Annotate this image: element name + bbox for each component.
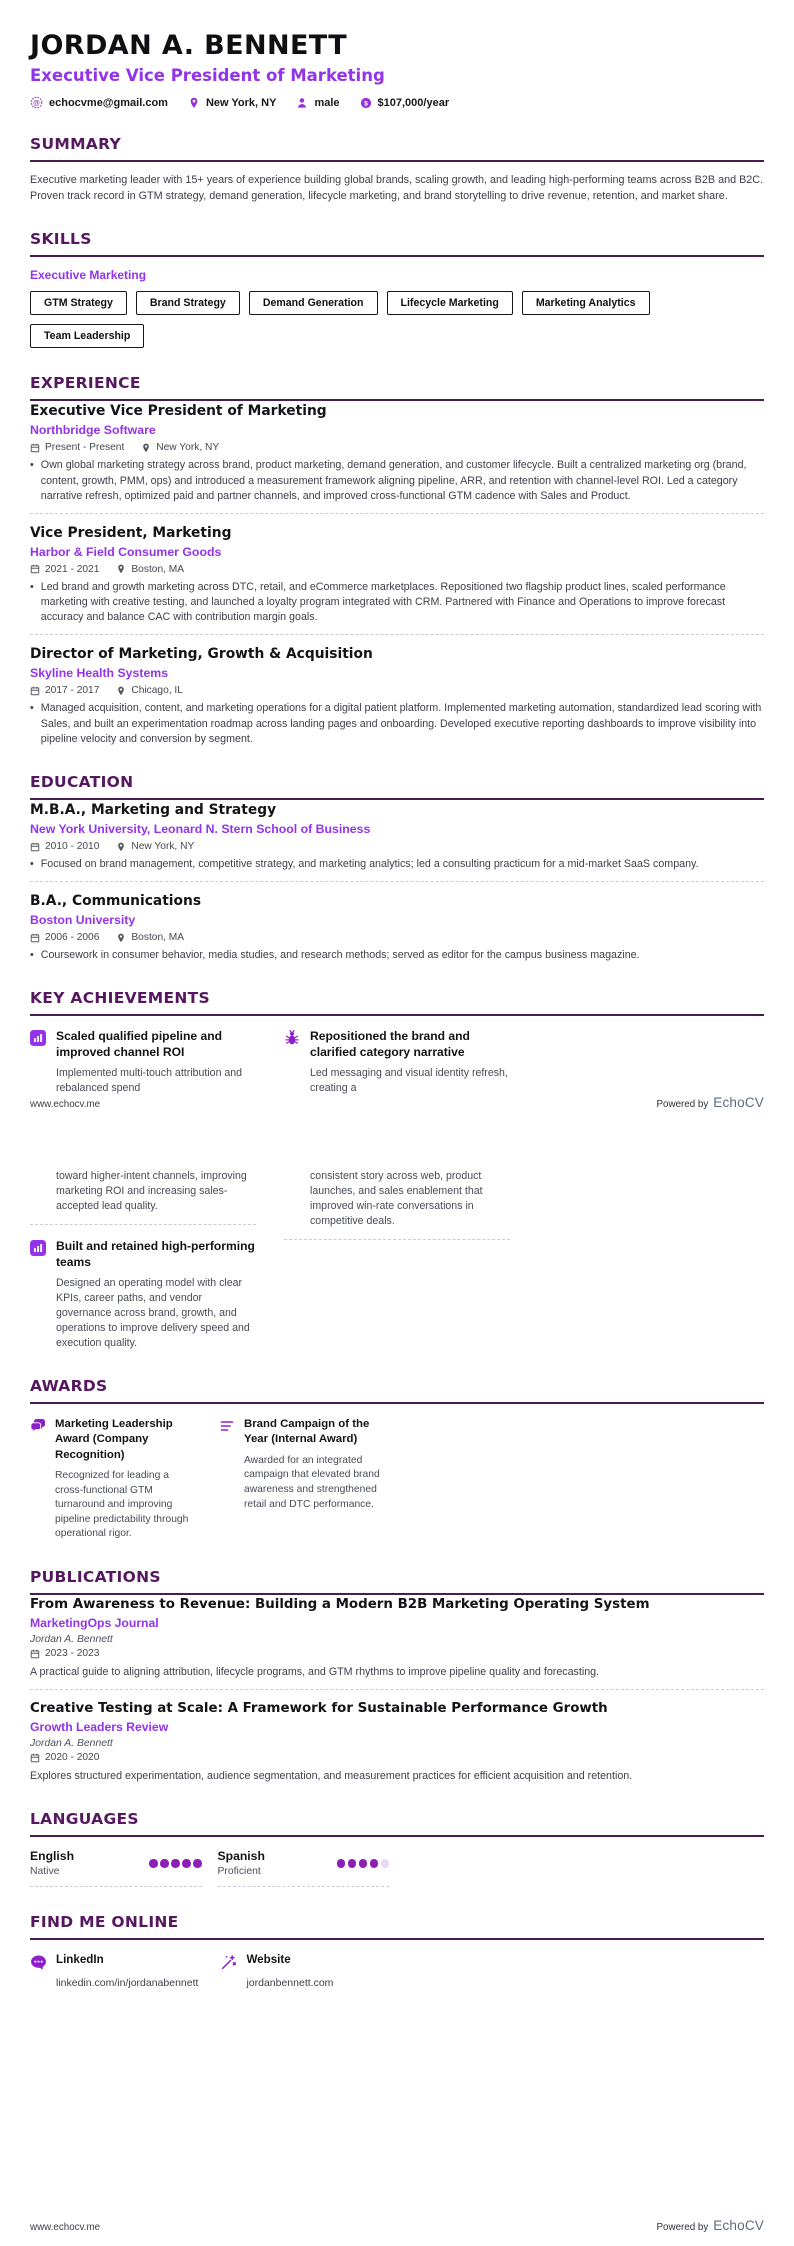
calendar-icon [30, 1753, 40, 1763]
location-pin-icon [116, 933, 126, 943]
company-name: Harbor & Field Consumer Goods [30, 544, 222, 559]
publication-journal: MarketingOps Journal [30, 1616, 159, 1631]
candidate-name: JORDAN A. BENNETT [30, 30, 348, 61]
level-dot-filled [359, 1859, 368, 1868]
education-item [30, 802, 764, 872]
calendar-icon [30, 686, 40, 696]
language-level-label: Proficient [217, 1866, 261, 1878]
contact-salary [360, 97, 450, 109]
page-footer [30, 2218, 764, 2233]
education-location: New York, NY [116, 841, 194, 852]
skill-tag: Lifecycle Marketing [387, 291, 513, 315]
dashed-divider [284, 1239, 510, 1240]
section-languages [30, 1810, 764, 1887]
level-dot-filled [160, 1859, 169, 1868]
publication-journal: Growth Leaders Review [30, 1720, 169, 1735]
level-dot-filled [337, 1859, 346, 1868]
job-bullet: • Managed acquisition, content, and marketing operations for a digital patient platform. Implemented marketing automation, standardized lead scoring with Sales, and built an experimentation roadmap across landing pages and onboarding. Developed executive reporting dashboards to improve visibility into pipeline velocity and conversion by segment. [30, 701, 764, 747]
contact-location [188, 97, 277, 109]
contact-row [30, 96, 764, 109]
svg-text:$: $ [363, 99, 368, 107]
job-meta [30, 564, 764, 575]
education-bullet: • Coursework in consumer behavior, media studies, and research methods; served as editor for the campus business magazine. [30, 948, 764, 963]
experience-item [30, 525, 764, 626]
languages-grid [30, 1849, 764, 1887]
achievement-desc: Implemented multi-touch attribution and rebalanced spend [56, 1067, 243, 1095]
dashed-divider [30, 634, 764, 635]
achievement-desc-continued: consistent story across web, product launches, and sales enablement that improved win-rate conversations in competitive deals. [310, 1170, 483, 1228]
online-url[interactable]: jordanbennett.com [246, 1977, 334, 1990]
level-dot-filled [149, 1859, 158, 1868]
bullet-marker: • [30, 858, 34, 871]
section-heading: LANGUAGES [30, 1810, 764, 1837]
achievement-title: Built and retained high-performing teams [56, 1239, 255, 1270]
publication-meta [30, 1752, 764, 1763]
language-text [218, 1849, 265, 1877]
echocv-brand[interactable]: EchoCV [713, 2218, 764, 2233]
language-item [218, 1849, 390, 1887]
bullet-marker: • [30, 949, 34, 962]
job-title: Director of Marketing, Growth & Acquisition [30, 646, 373, 663]
location-value: New York, NY [205, 96, 277, 109]
powered-by-label: Powered by [656, 1099, 709, 1110]
skill-tag: Demand Generation [249, 291, 378, 315]
education-item [30, 893, 764, 963]
publication-desc: A practical guide to aligning attribution, lifecycle programs, and GTM rhythms to improve pipeline quality and forecasting. [30, 1666, 600, 1679]
job-bullet: • Led brand and growth marketing across DTC, retail, and eCommerce marketplaces. Repositioned two flagship product lines, scaled performance marketing with creative testing, and launched a loyalty program integrated with CRM. Partnered with Finance and Operations to improve forecast accuracy and balance CAC with contribution margin goals. [30, 580, 764, 626]
job-dates: 2021 - 2021 [30, 564, 99, 575]
online-label: LinkedIn [56, 1953, 104, 1967]
achievement-item [284, 1029, 510, 1096]
awards-grid [30, 1417, 764, 1542]
award-item [30, 1417, 197, 1542]
education-location: Boston, MA [116, 932, 184, 943]
skill-group-label: Executive Marketing [30, 268, 147, 283]
section-experience [30, 374, 764, 747]
magic-wand-icon [220, 1954, 237, 1971]
location-pin-icon [116, 842, 126, 852]
section-heading: FIND ME ONLINE [30, 1913, 764, 1940]
section-achievements [30, 989, 764, 1096]
language-name: English [30, 1849, 75, 1864]
degree-title: M.B.A., Marketing and Strategy [30, 802, 277, 819]
section-publications [30, 1568, 764, 1784]
achievement-desc-continued: toward higher-intent channels, improving marketing ROI and increasing sales-accepted lead quality. [56, 1170, 247, 1213]
job-location: Chicago, IL [116, 685, 183, 696]
section-education [30, 773, 764, 963]
bullet-marker: • [30, 580, 34, 593]
achievements-grid-continued [30, 1169, 764, 1351]
page-2 [0, 1123, 794, 2246]
skill-tag: Marketing Analytics [522, 291, 650, 315]
section-find-me-online [30, 1913, 764, 1989]
bar-chart-icon [30, 1240, 46, 1256]
language-text [30, 1849, 74, 1877]
achievement-column [284, 1169, 510, 1254]
achievement-item [30, 1239, 256, 1351]
company-name: Skyline Health Systems [30, 666, 169, 681]
language-level-label: Native [30, 1866, 60, 1878]
degree-title: B.A., Communications [30, 893, 202, 910]
achievement-desc: Designed an operating model with clear KPIs, career paths, and vendor governance across brand, growth, and operations to improve delivery speed and execution quality. [56, 1277, 250, 1350]
skill-tag: Team Leadership [30, 324, 144, 348]
svg-text:@: @ [33, 99, 40, 107]
education-dates: 2006 - 2006 [30, 932, 99, 943]
footer-site-url[interactable]: www.echocv.me [30, 1099, 101, 1110]
dashed-divider [30, 513, 764, 514]
education-meta [30, 841, 764, 852]
school-name: Boston University [30, 913, 136, 928]
job-title: Executive Vice President of Marketing [30, 403, 327, 420]
online-label: Website [246, 1953, 291, 1967]
dollar-icon [360, 97, 372, 109]
job-meta [30, 685, 764, 696]
award-desc: Awarded for an integrated campaign that elevated brand awareness and strengthened retail and DTC performance. [244, 1454, 380, 1510]
list-lines-icon [219, 1418, 235, 1434]
section-heading: KEY ACHIEVEMENTS [30, 989, 764, 1016]
resume-header [30, 30, 764, 109]
page-footer [30, 1095, 764, 1110]
language-name: Spanish [217, 1849, 265, 1864]
calendar-icon [30, 842, 40, 852]
salary-value: $107,000/year [377, 96, 450, 109]
online-url[interactable]: linkedin.com/in/jordanabennett [56, 1977, 199, 1990]
online-item-linkedin [30, 1953, 198, 1989]
language-item [30, 1849, 202, 1887]
email-icon [30, 96, 43, 109]
publication-dates: 2023 - 2023 [30, 1648, 99, 1659]
email-value[interactable]: echocvme@gmail.com [49, 96, 168, 109]
publication-meta [30, 1648, 764, 1659]
section-heading: AWARDS [30, 1377, 764, 1404]
job-location: New York, NY [141, 442, 219, 453]
education-dates: 2010 - 2010 [30, 841, 99, 852]
section-heading: PUBLICATIONS [30, 1568, 764, 1595]
publication-title: From Awareness to Revenue: Building a Modern B2B Marketing Operating System [30, 1597, 650, 1613]
company-name: Northbridge Software [30, 423, 156, 438]
level-dot-filled [193, 1859, 202, 1868]
comment-dots-icon [30, 1954, 47, 1971]
online-item-website [220, 1953, 387, 1989]
publication-item [30, 1701, 764, 1784]
bug-icon [284, 1030, 300, 1046]
level-dot-filled [171, 1859, 180, 1868]
job-title: Vice President, Marketing [30, 524, 232, 541]
achievement-column [30, 1169, 256, 1351]
level-dot-filled [348, 1859, 357, 1868]
location-pin-icon [116, 686, 126, 696]
summary-text: Executive marketing leader with 15+ years of experience building global brands, scaling growth, and leading high-performing teams across B2B and B2C. Proven track record in GTM strategy, demand generation, lifecycle marketing, and brand storytelling to drive revenue, retention, and market share. [30, 174, 764, 202]
level-dot-filled [182, 1859, 191, 1868]
dashed-divider [30, 881, 764, 882]
achievement-title: Repositioned the brand and clarified category narrative [310, 1029, 470, 1060]
achievement-desc: Led messaging and visual identity refresh, creating a [310, 1067, 508, 1095]
achievement-title: Scaled qualified pipeline and improved channel ROI [56, 1029, 222, 1060]
contact-gender [296, 97, 339, 109]
footer-powered [657, 1095, 764, 1110]
bullet-marker: • [30, 459, 34, 472]
bullet-marker: • [30, 702, 34, 715]
job-location: Boston, MA [116, 564, 184, 575]
bar-chart-icon [30, 1030, 46, 1046]
dashed-divider [30, 1224, 256, 1225]
level-dot-filled [370, 1859, 379, 1868]
award-title: Marketing Leadership Award (Company Recognition) [55, 1418, 173, 1461]
achievements-grid [30, 1029, 764, 1096]
location-pin-icon [188, 97, 200, 109]
section-heading: SUMMARY [30, 135, 764, 162]
job-dates: 2017 - 2017 [30, 685, 99, 696]
section-awards [30, 1377, 764, 1542]
publication-dates: 2020 - 2020 [30, 1752, 99, 1763]
experience-item [30, 646, 764, 747]
calendar-icon [30, 443, 40, 453]
calendar-icon [30, 1649, 40, 1659]
level-dot-empty [381, 1859, 390, 1868]
job-meta [30, 442, 764, 453]
calendar-icon [30, 564, 40, 574]
section-summary [30, 135, 764, 204]
job-bullet: • Own global marketing strategy across brand, product marketing, demand generation, and customer lifecycle. Built a centralized marketing org (brand, content, growth, PMM, ops) and introduced a measurement framework aligning pipeline, ARR, and retention with channel-level ROI. Led a category narrative refresh, optimized paid and partner channels, and improved cross-functional GTM cadence with Sales and Product. [30, 458, 764, 504]
footer-site-url[interactable]: www.echocv.me [30, 2222, 101, 2233]
achievement-item [30, 1029, 256, 1096]
powered-by-label: Powered by [656, 2222, 709, 2233]
echocv-brand[interactable]: EchoCV [713, 1095, 764, 1110]
location-pin-icon [116, 564, 126, 574]
candidate-title: Executive Vice President of Marketing [30, 66, 385, 86]
dashed-divider [30, 1689, 764, 1690]
section-skills [30, 230, 764, 348]
award-title: Brand Campaign of the Year (Internal Award) [244, 1418, 370, 1446]
education-bullet: • Focused on brand management, competitive strategy, and marketing analytics; led a consulting practicum for a mid-market SaaS company. [30, 857, 764, 872]
publication-author: Jordan A. Bennett [30, 1634, 113, 1646]
speech-bubbles-icon [30, 1418, 46, 1434]
location-pin-icon [141, 443, 151, 453]
publication-desc: Explores structured experimentation, audience segmentation, and measurement practices for efficient acquisition and retention. [30, 1770, 633, 1783]
online-grid [30, 1953, 764, 1989]
skill-tag: Brand Strategy [136, 291, 240, 315]
education-meta [30, 932, 764, 943]
gender-value: male [314, 96, 340, 109]
award-desc: Recognized for leading a cross-functional GTM turnaround and improving pipeline predictability through operational rigor. [55, 1470, 189, 1540]
section-heading: EDUCATION [30, 773, 764, 800]
language-level-dots [149, 1859, 202, 1868]
person-icon [296, 97, 308, 109]
publication-item [30, 1597, 764, 1680]
skill-tags [30, 291, 764, 348]
footer-powered [657, 2218, 764, 2233]
section-heading: SKILLS [30, 230, 764, 257]
skill-tag: GTM Strategy [30, 291, 127, 315]
section-heading: EXPERIENCE [30, 374, 764, 401]
publication-author: Jordan A. Bennett [30, 1738, 113, 1750]
language-level-dots [337, 1859, 390, 1868]
job-dates: Present - Present [30, 442, 124, 453]
publication-title: Creative Testing at Scale: A Framework for Sustainable Performance Growth [30, 1701, 608, 1717]
calendar-icon [30, 933, 40, 943]
experience-item [30, 403, 764, 504]
award-item [219, 1417, 386, 1512]
school-name: New York University, Leonard N. Stern School of Business [30, 822, 371, 837]
contact-email [30, 96, 168, 109]
